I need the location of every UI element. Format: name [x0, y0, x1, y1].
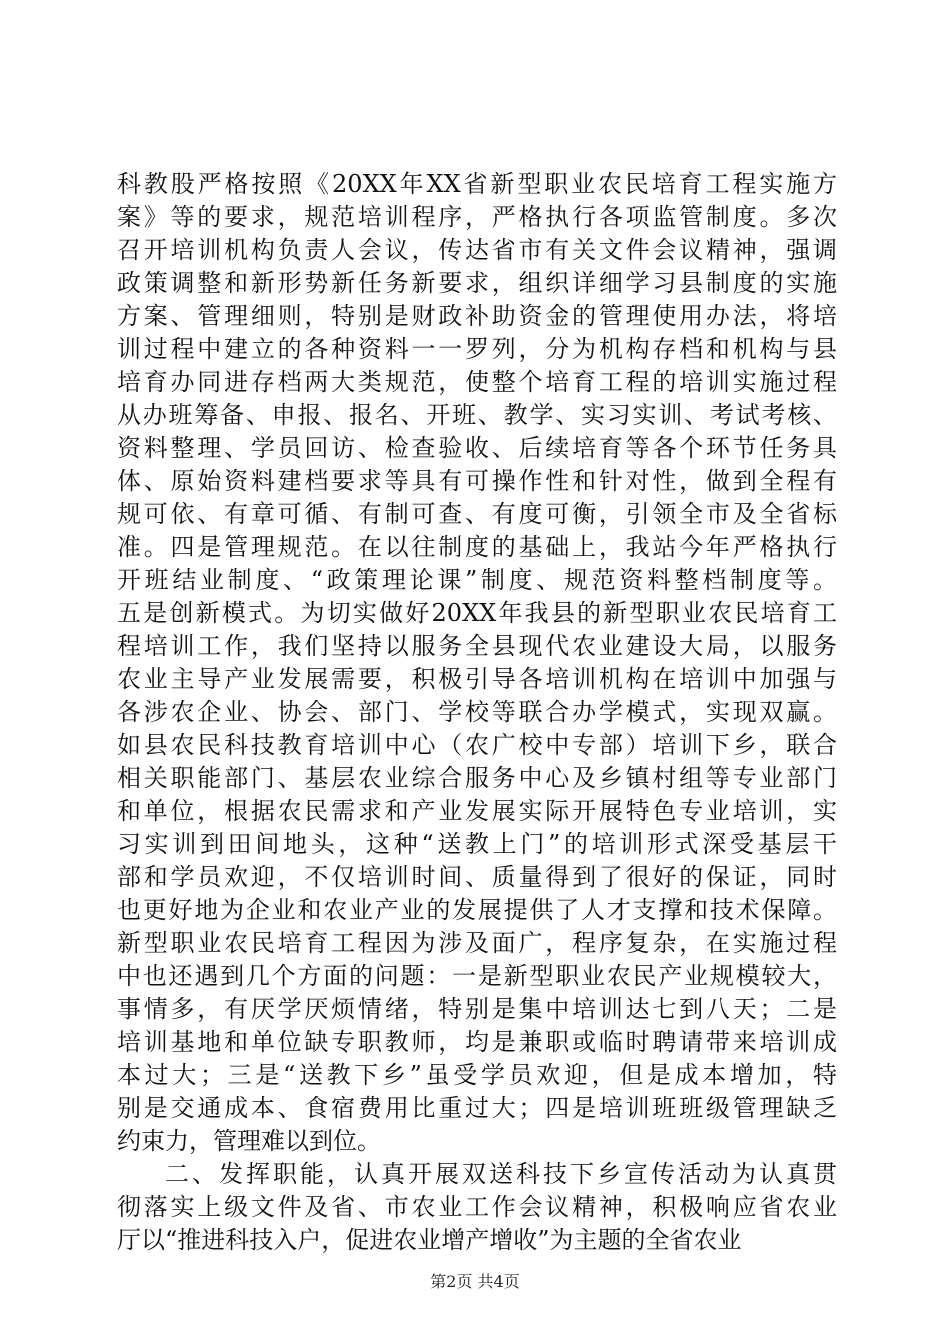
- document-body: [117, 168, 837, 1257]
- text-line: 方案、管理细则，特别是财政补助资金的管理使用办法，将培: [117, 302, 837, 330]
- text-line: 培育办同进存档两大类规范，使整个培育工程的培训实施过程: [117, 368, 837, 396]
- text-line: 本过大；三是“送教下乡”虽受学员欢迎，但是成本增加，特: [117, 1061, 837, 1089]
- text-line: 农业主导产业发展需要，积极引导各培训机构在培训中加强与: [117, 665, 837, 693]
- text-line: 资料整理、学员回访、检查验收、后续培育等各个环节任务具: [117, 434, 837, 462]
- text-line: 也更好地为企业和农业产业的发展提供了人才支撑和技术保障。: [117, 896, 837, 924]
- text-line: 相关职能部门、基层农业综合服务中心及乡镇村组等专业部门: [117, 764, 837, 792]
- text-line: 新型职业农民培育工程因为涉及面广，程序复杂，在实施过程: [117, 929, 837, 957]
- text-line: 准。四是管理规范。在以往制度的基础上，我站今年严格执行: [117, 533, 837, 561]
- text-line: 部和学员欢迎，不仅培训时间、质量得到了很好的保证，同时: [117, 863, 837, 891]
- text-line: 科教股严格按照《20XX年XX省新型职业农民培育工程实施方: [117, 170, 837, 198]
- text-line: 彻落实上级文件及省、市农业工作会议精神，积极响应省农业: [117, 1193, 837, 1221]
- paragraph-2: [117, 1158, 837, 1257]
- text-line: 培训基地和单位缺专职教师，均是兼职或临时聘请带来培训成: [117, 1028, 837, 1056]
- text-line: 约束力，管理难以到位。: [117, 1127, 381, 1155]
- text-line: 和单位，根据农民需求和产业发展实际开展特色专业培训，实: [117, 797, 837, 825]
- text-line: 召开培训机构负责人会议，传达省市有关文件会议精神，强调: [117, 236, 837, 264]
- text-line: 案》等的要求，规范培训程序，严格执行各项监管制度。多次: [117, 203, 837, 231]
- page-number: 第2页 共4页: [430, 1272, 520, 1291]
- text-line: 开班结业制度、“政策理论课”制度、规范资料整档制度等。: [117, 566, 837, 594]
- text-line: 如县农民科技教育培训中心（农广校中专部）培训下乡，联合: [117, 731, 837, 759]
- text-line: 习实训到田间地头，这种“送教上门”的培训形式深受基层干: [117, 830, 837, 858]
- paragraph-1: [117, 168, 837, 1158]
- text-line: 别是交通成本、食宿费用比重过大；四是培训班班级管理缺乏: [117, 1094, 837, 1122]
- text-line: 五是创新模式。为切实做好20XX年我县的新型职业农民培育工: [117, 599, 837, 627]
- text-line: 程培训工作，我们坚持以服务全县现代农业建设大局，以服务: [117, 632, 837, 660]
- text-line: 各涉农企业、协会、部门、学校等联合办学模式，实现双赢。: [117, 698, 837, 726]
- text-line: 二、发挥职能，认真开展双送科技下乡宣传活动为认真贯: [165, 1160, 837, 1188]
- text-line: 体、原始资料建档要求等具有可操作性和针对性，做到全程有: [117, 467, 837, 495]
- text-line: 政策调整和新形势新任务新要求，组织详细学习县制度的实施: [117, 269, 837, 297]
- text-line: 厅以“推进科技入户，促进农业增产增收”为主题的全省农业: [117, 1226, 742, 1254]
- text-line: 规可依、有章可循、有制可查、有度可衡，引领全市及全省标: [117, 500, 837, 528]
- text-line: 训过程中建立的各种资料一一罗列，分为机构存档和机构与县: [117, 335, 837, 363]
- text-line: 从办班筹备、申报、报名、开班、教学、实习实训、考试考核、: [117, 401, 837, 429]
- text-line: 事情多，有厌学厌烦情绪，特别是集中培训达七到八天；二是: [117, 995, 837, 1023]
- page-footer: [0, 1272, 950, 1292]
- text-line: 中也还遇到几个方面的问题：一是新型职业农民产业规模较大，: [117, 962, 837, 990]
